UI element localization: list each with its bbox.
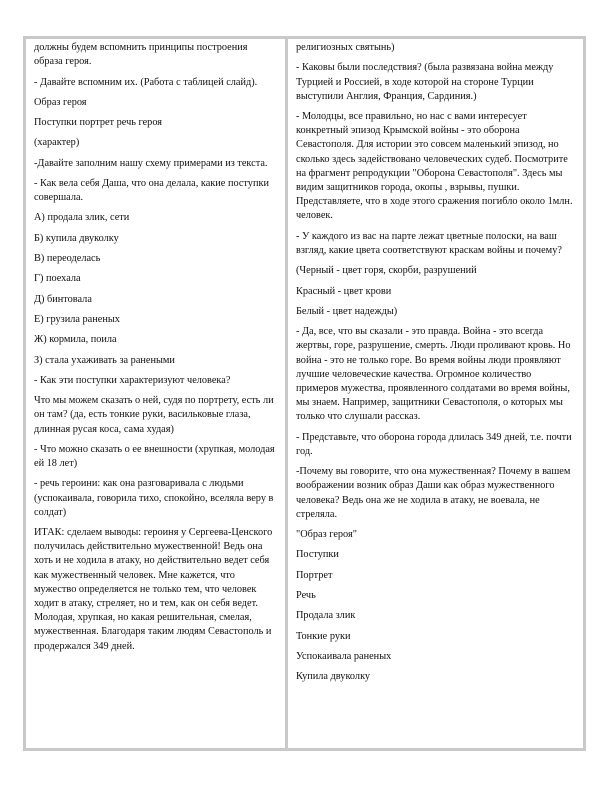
paragraph: религиозных святынь) bbox=[296, 42, 395, 53]
paragraph: -Давайте заполним нашу схему примерами из текста. bbox=[34, 157, 268, 169]
paragraph: - Как вела себя Даша, что она делала, какие поступки совершала. bbox=[34, 177, 269, 204]
list-item: Е) грузила раненых bbox=[34, 313, 120, 325]
paragraph: - Молодцы, все правильно, но нас с вами интересует конкретный эпизод Крымской войны - это оборона Севастополя. Для истории это совсем маленький эпизод, но сколько здесь задействовано человеческих судеб. Посмотрите на фрагмент репродукции "Оборона Севастополя". Здесь мы видим защитников города, окопы , взрывы, пушки. Представляете, что в ходе этого сражения погибло около 1млн. человек. bbox=[296, 111, 573, 222]
right-column bbox=[288, 39, 583, 748]
scheme-item: Успокаивала раненых bbox=[296, 650, 392, 662]
paragraph: - У каждого из вас на парте лежат цветные полоски, на ваш взгляд, какие цвета соответствуют краскам войны и почему? bbox=[296, 230, 562, 256]
paragraph: - Каковы были последствия? (была развязана война между Турцией и Россией, в ходе которой на стороне Турции выступили Англия, Франция, Сардиния.) bbox=[296, 62, 554, 102]
paragraph: -Почему вы говорите, что она мужественная? Почему в вашем воображении возник образ Даши как образ мужественного человека? Ведь она же не ходила в атаку, не воевала, не стреляла. bbox=[296, 466, 571, 520]
list-item: Г) поехала bbox=[34, 273, 81, 285]
conclusion-paragraph: ИТАК: сделаем выводы: героиня у Сергеева-Ценского получилась действительно мужественной! Ведь она хоть и не ходила в атаку, но действительно ведет себя как мужественный человек. Мне кажется, что мужество определяется не только тем, что человек ходит в атаку, стреляет, но и тем, как он себя ведет. Молодая, хрупкая, но какая решительная, смелая, мужественная. Благодаря таким людям Севастополь и продержался 349 дней. bbox=[34, 527, 273, 652]
paragraph: (характер) bbox=[34, 137, 80, 149]
list-item: А) продала злик, сети bbox=[34, 212, 130, 224]
paragraph: Образ героя bbox=[34, 96, 87, 108]
scheme-item: Портрет bbox=[296, 569, 333, 581]
scheme-item: Купила двуколку bbox=[296, 671, 371, 683]
paragraph: Белый - цвет надежды) bbox=[296, 305, 398, 317]
paragraph: - Что можно сказать о ее внешности (хрупкая, молодая ей 18 лет) bbox=[34, 443, 275, 470]
paragraph: (Черный - цвет горя, скорби, разрушений bbox=[296, 265, 477, 277]
left-column bbox=[26, 39, 288, 748]
paragraph: Что мы можем сказать о ней, судя по портрету, есть ли он там? (да, есть тонкие руки, васильковые глаза, длинная русая коса, сама худая) bbox=[34, 395, 274, 435]
list-item: В) переоделась bbox=[34, 253, 101, 265]
list-item: Б) купила двуколку bbox=[34, 232, 119, 244]
paragraph: Поступки портрет речь героя bbox=[34, 117, 163, 129]
paragraph: - речь героини: как она разговаривала с людьми (успокаивала, говорила тихо, спокойно, вселяла веру в солдат) bbox=[34, 478, 274, 518]
paragraph: - Представьте, что оборона города длилась 349 дней, т.е. почти год. bbox=[296, 431, 572, 457]
paragraph: - Давайте вспомним их. (Работа с таблицей слайд). bbox=[34, 76, 258, 88]
scheme-item: Речь bbox=[296, 589, 316, 601]
scheme-item: Продала злик bbox=[296, 610, 356, 622]
paragraph: Красный - цвет крови bbox=[296, 285, 392, 297]
scheme-item: Поступки bbox=[296, 549, 339, 561]
list-item: Ж) кормила, поила bbox=[34, 334, 117, 346]
list-item: Д) бинтовала bbox=[34, 293, 92, 305]
paragraph: - Да, все, что вы сказали - это правда. Война - это всегда жертвы, горе, разрушение, смерть. Люди проливают кровь. Но война - это не только горе. Во время войны люди проявляют лучшие человеческие качества. Огромное количество примеров мужества, проявленного солдатами во время войны, мы знаем. Например, защитники Севастополя, о которых мы только что слушали рассказ. bbox=[296, 326, 571, 423]
lesson-table bbox=[23, 36, 586, 751]
scheme-title: "Образ героя" bbox=[296, 529, 357, 541]
scheme-item: Тонкие руки bbox=[296, 630, 351, 642]
paragraph: должны будем вспомнить принципы построения образа героя. bbox=[34, 42, 248, 68]
paragraph: - Как эти поступки характеризуют человека? bbox=[34, 374, 231, 386]
list-item: З) стала ухаживать за ранеными bbox=[34, 354, 175, 366]
